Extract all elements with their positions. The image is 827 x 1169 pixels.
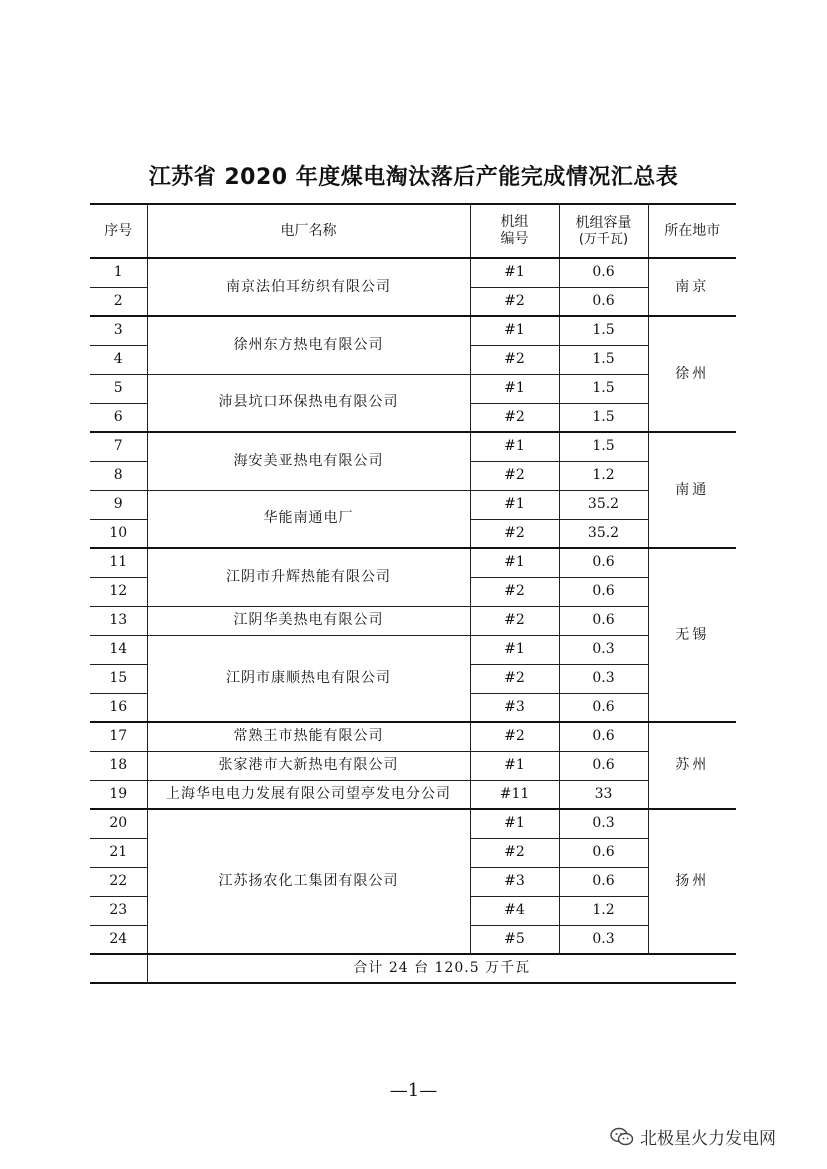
cell-unit-number: #1	[470, 809, 559, 838]
cell-unit-number: #1	[470, 258, 559, 287]
cell-serial-number: 23	[90, 896, 147, 925]
cell-serial-number: 5	[90, 374, 147, 403]
cell-serial-number: 4	[90, 345, 147, 374]
cell-serial-number: 20	[90, 809, 147, 838]
cell-unit-number: #2	[470, 287, 559, 316]
cell-serial-number: 3	[90, 316, 147, 345]
header-serial-number: 序号	[90, 204, 147, 258]
cell-serial-number: 6	[90, 403, 147, 432]
cell-plant-name: 江阴市康顺热电有限公司	[147, 635, 470, 722]
cell-unit-number: #2	[470, 577, 559, 606]
cell-capacity: 0.6	[559, 258, 648, 287]
cell-plant-name: 张家港市大新热电有限公司	[147, 751, 470, 780]
cell-plant-name: 海安美亚热电有限公司	[147, 432, 470, 490]
table-header-row	[90, 204, 736, 258]
cell-plant-name: 华能南通电厂	[147, 490, 470, 548]
cell-capacity: 35.2	[559, 490, 648, 519]
cell-unit-number: #1	[470, 432, 559, 461]
cell-serial-number: 22	[90, 867, 147, 896]
cell-serial-number: 11	[90, 548, 147, 577]
cell-plant-name: 江阴市升辉热能有限公司	[147, 548, 470, 606]
cell-city: 无锡	[648, 548, 736, 722]
table-row	[90, 809, 736, 838]
table-row	[90, 490, 736, 519]
cell-serial-number: 9	[90, 490, 147, 519]
cell-serial-number: 24	[90, 925, 147, 954]
cell-unit-number: #3	[470, 693, 559, 722]
cell-plant-name: 徐州东方热电有限公司	[147, 316, 470, 374]
table-row	[90, 722, 736, 751]
cell-capacity: 0.3	[559, 925, 648, 954]
cell-serial-number: 18	[90, 751, 147, 780]
cell-serial-number: 7	[90, 432, 147, 461]
cell-serial-number: 8	[90, 461, 147, 490]
cell-capacity: 1.5	[559, 403, 648, 432]
cell-unit-number: #1	[470, 374, 559, 403]
table-row	[90, 606, 736, 635]
cell-plant-name: 江阴华美热电有限公司	[147, 606, 470, 635]
total-summary: 合计 24 台 120.5 万千瓦	[147, 954, 736, 983]
cell-unit-number: #1	[470, 751, 559, 780]
cell-capacity: 1.5	[559, 374, 648, 403]
watermark	[610, 1124, 776, 1149]
cell-unit-number: #1	[470, 548, 559, 577]
cell-unit-number: #2	[470, 345, 559, 374]
cell-capacity: 1.2	[559, 896, 648, 925]
cell-serial-number: 1	[90, 258, 147, 287]
cell-plant-name: 江苏扬农化工集团有限公司	[147, 809, 470, 954]
cell-serial-number: 17	[90, 722, 147, 751]
document-title: 江苏省 2020 年度煤电淘汰落后产能完成情况汇总表	[148, 165, 679, 190]
cell-capacity: 0.6	[559, 577, 648, 606]
cell-capacity: 1.5	[559, 316, 648, 345]
cell-unit-number: #1	[470, 316, 559, 345]
table-row	[90, 258, 736, 287]
page-number: —1—	[389, 1080, 438, 1101]
table-row	[90, 635, 736, 664]
cell-capacity: 0.3	[559, 809, 648, 838]
cell-city: 扬州	[648, 809, 736, 954]
cell-city: 南京	[648, 258, 736, 316]
header-unit-capacity	[559, 204, 648, 258]
cell-plant-name: 上海华电电力发展有限公司望亭发电分公司	[147, 780, 470, 809]
cell-unit-number: #2	[470, 722, 559, 751]
header-unit-capacity-line2: (万千瓦)	[578, 231, 629, 247]
cell-serial-number: 16	[90, 693, 147, 722]
cell-serial-number: 10	[90, 519, 147, 548]
cell-city: 南通	[648, 432, 736, 548]
cell-plant-name: 南京法伯耳纺织有限公司	[147, 258, 470, 316]
table-row	[90, 374, 736, 403]
cell-unit-number: #5	[470, 925, 559, 954]
table-row	[90, 432, 736, 461]
cell-serial-number: 13	[90, 606, 147, 635]
cell-unit-number: #2	[470, 838, 559, 867]
cell-capacity: 35.2	[559, 519, 648, 548]
cell-serial-number: 21	[90, 838, 147, 867]
cell-capacity: 0.6	[559, 693, 648, 722]
header-plant-name: 电厂名称	[147, 204, 470, 258]
cell-capacity: 0.6	[559, 867, 648, 896]
cell-plant-name: 沛县坑口环保热电有限公司	[147, 374, 470, 432]
cell-unit-number: #2	[470, 606, 559, 635]
cell-capacity: 0.6	[559, 606, 648, 635]
cell-unit-number: #1	[470, 635, 559, 664]
cell-unit-number: #4	[470, 896, 559, 925]
cell-capacity: 0.6	[559, 838, 648, 867]
summary-table	[90, 203, 736, 984]
header-unit-capacity-line1: 机组容量	[575, 214, 632, 231]
cell-unit-number: #2	[470, 519, 559, 548]
cell-capacity: 0.6	[559, 548, 648, 577]
header-unit-number-line2: 编号	[500, 231, 529, 247]
header-unit-number	[470, 204, 559, 258]
cell-serial-number: 2	[90, 287, 147, 316]
cell-serial-number: 12	[90, 577, 147, 606]
table-row	[90, 316, 736, 345]
header-unit-number-line1: 机组	[500, 214, 529, 231]
cell-capacity: 33	[559, 780, 648, 809]
total-row	[90, 954, 736, 983]
cell-unit-number: #2	[470, 461, 559, 490]
table-row	[90, 780, 736, 809]
cell-capacity: 0.6	[559, 751, 648, 780]
watermark-text: 北极星火力发电网	[640, 1129, 776, 1149]
cell-capacity: 0.6	[559, 287, 648, 316]
total-row-blank-cell	[90, 954, 147, 983]
cell-serial-number: 19	[90, 780, 147, 809]
cell-unit-number: #3	[470, 867, 559, 896]
table-row	[90, 751, 736, 780]
cell-serial-number: 14	[90, 635, 147, 664]
cell-unit-number: #11	[470, 780, 559, 809]
cell-plant-name: 常熟王市热能有限公司	[147, 722, 470, 751]
cell-city: 徐州	[648, 316, 736, 432]
cell-city: 苏州	[648, 722, 736, 809]
cell-capacity: 1.2	[559, 461, 648, 490]
cell-capacity: 1.5	[559, 432, 648, 461]
cell-capacity: 0.3	[559, 664, 648, 693]
table-body	[90, 258, 736, 983]
table-row	[90, 548, 736, 577]
cell-unit-number: #2	[470, 403, 559, 432]
cell-unit-number: #1	[470, 490, 559, 519]
cell-capacity: 0.6	[559, 722, 648, 751]
wechat-icon	[610, 1127, 634, 1147]
header-city: 所在地市	[648, 204, 736, 258]
cell-unit-number: #2	[470, 664, 559, 693]
cell-capacity: 1.5	[559, 345, 648, 374]
cell-serial-number: 15	[90, 664, 147, 693]
cell-capacity: 0.3	[559, 635, 648, 664]
